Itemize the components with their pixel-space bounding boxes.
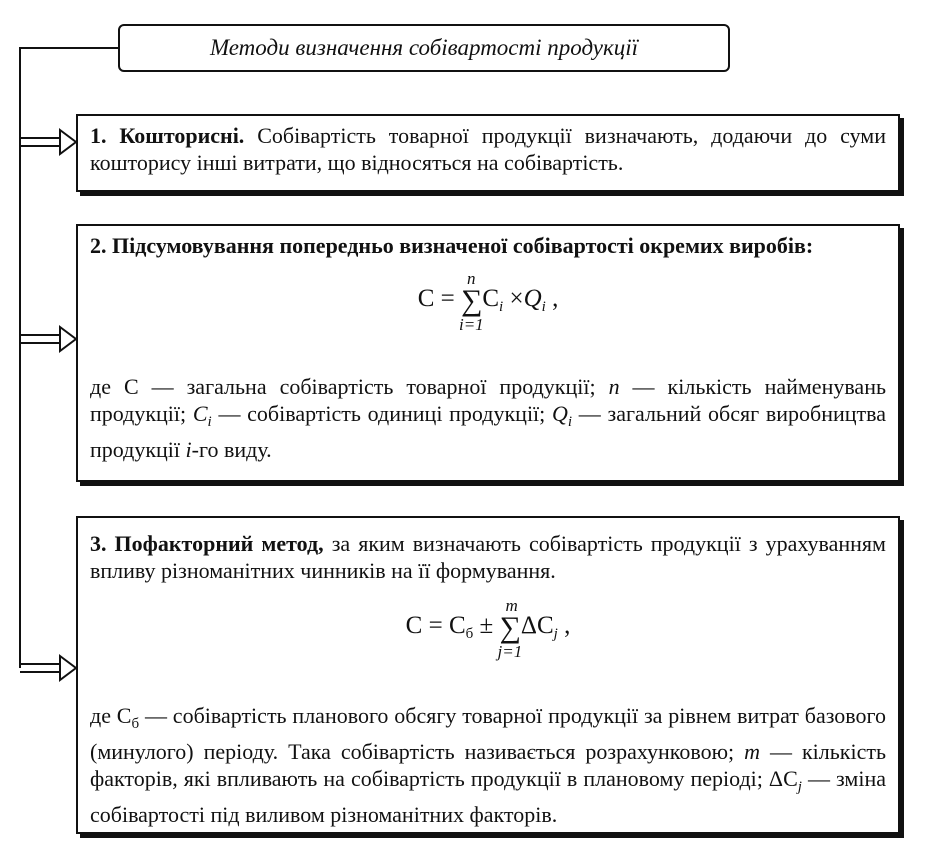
method-2-explanation-run: -го виду.	[191, 437, 272, 462]
formula-2-lhs: C =	[417, 285, 455, 312]
formula-2-tail: ,	[545, 285, 559, 312]
formula-2	[90, 268, 886, 345]
sum-symbol: ∑ n i=1	[461, 287, 482, 314]
method-3-explanation-run: — зміна собівартості під виливом різноманітних факторів.	[90, 766, 887, 827]
formula-3-lhs-sub: б	[465, 626, 474, 642]
method-2-explanation-run: i	[207, 414, 212, 430]
method-2-explanation-run: n	[608, 374, 620, 399]
method-2-heading: 2. Підсумовування попередньо визначеної собівартості окремих виробів:	[90, 233, 814, 258]
method-3-explanation-run: б	[131, 716, 140, 732]
diagram-title	[118, 24, 730, 72]
method-1-heading: 1. Кошторисні.	[90, 123, 245, 148]
formula-3-pm: ±	[473, 612, 500, 639]
sum-upper: m	[505, 595, 518, 615]
method-box-3	[76, 516, 900, 834]
sum-lower: j=1	[497, 641, 523, 661]
method-3-explanation-run: — кількість факторів, які впливають на собівартість продукції в плановому періоді; ΔC	[90, 739, 886, 791]
formula-3-delta-c-sub: j	[553, 626, 558, 642]
method-box-2	[76, 224, 900, 482]
method-2-explanation-run: де С — загальна собівартість товарної продукції;	[90, 374, 609, 399]
method-3-explanation-run: де С	[90, 703, 132, 728]
formula-3-lhs: C = C	[405, 612, 466, 639]
method-3-heading: 3. Пофакторний метод,	[90, 531, 324, 556]
formula-2-times: ×	[509, 285, 524, 312]
formula-2-q-sub: i	[541, 299, 546, 315]
method-3-explanation-run: m	[744, 739, 761, 764]
sum-lower: i=1	[458, 314, 484, 334]
diagram-title-text: Методи визначення собівартості продукції	[209, 35, 639, 60]
formula-3	[90, 595, 886, 672]
method-2-explanation-run: C	[192, 401, 208, 426]
sum-symbol: ∑ m j=1	[500, 614, 521, 641]
method-3-explanation-run: j	[797, 779, 802, 795]
method-box-1	[76, 114, 900, 192]
method-2-explanation-run: i	[185, 437, 192, 462]
arrow-to-item-2	[20, 327, 76, 351]
method-2-explanation-run: Q	[552, 401, 568, 426]
formula-2-q: Q	[523, 285, 542, 312]
formula-3-delta-c: ΔC	[520, 612, 554, 639]
method-2-explanation-run: — кількість найменувань продукції;	[90, 374, 887, 426]
method-3-text: за яким визначають собівартість продукції з урахуванням впливу різноманітних чинників на її формування.	[90, 531, 886, 583]
arrow-to-item-1	[20, 130, 76, 154]
method-1-text: Собівартість товарної продукції визначають, додаючи до суми кошторису інші витрати, що відносяться на собівартість.	[90, 123, 886, 175]
arrow-to-item-3	[20, 656, 76, 680]
formula-3-tail: ,	[557, 612, 571, 639]
method-3-explanation-run: — собівартість планового обсягу товарної продукції за рівнем витрат базового (минулого) періоду. Така собівартість називається розрахунковою;	[90, 703, 886, 764]
method-2-explanation	[90, 373, 886, 463]
method-2-explanation-run: — загальний обсяг виробництва продукції	[90, 401, 886, 462]
formula-2-c: C	[482, 285, 500, 312]
method-3-explanation	[90, 702, 886, 828]
formula-2-c-sub: i	[499, 299, 504, 315]
method-2-explanation-run: i	[567, 414, 573, 430]
method-2-explanation-run: — собівартість одиниці продукції;	[211, 401, 553, 426]
sum-upper: n	[466, 268, 476, 288]
